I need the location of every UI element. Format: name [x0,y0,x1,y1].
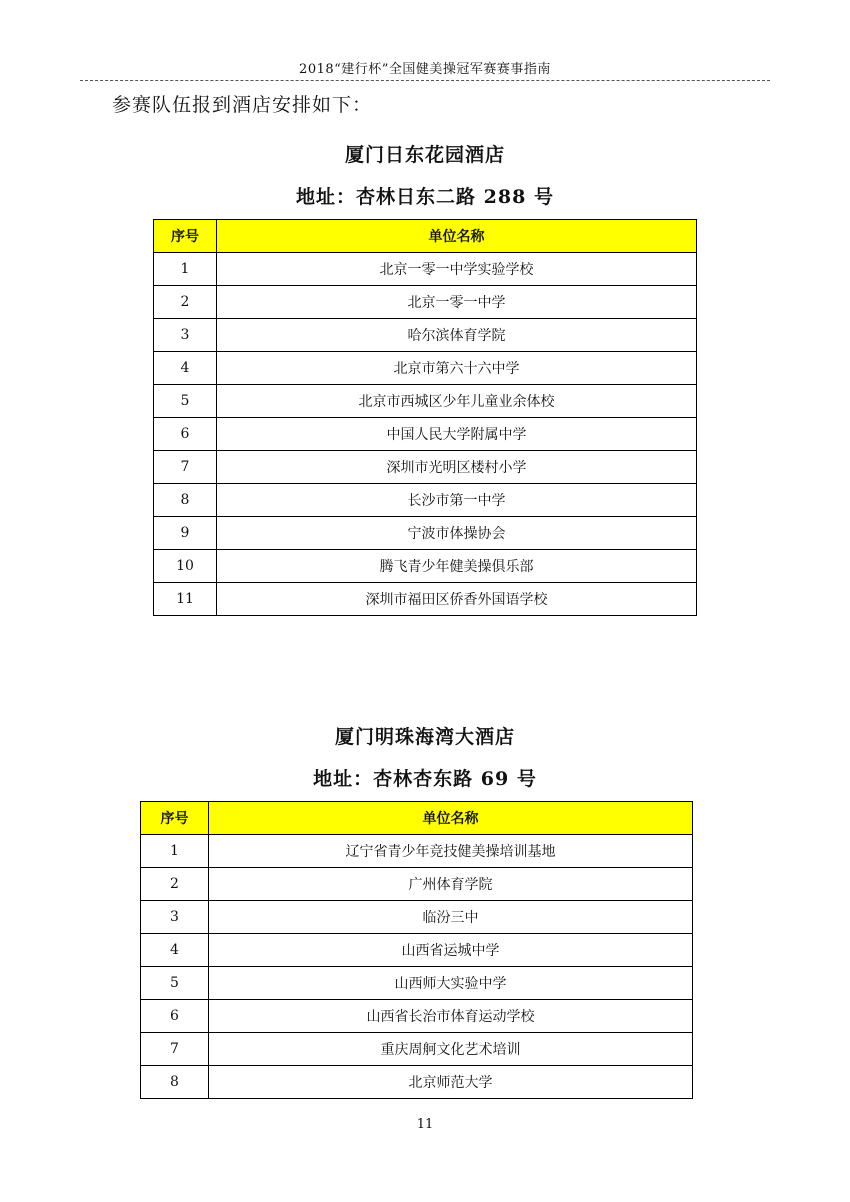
row-number-cell: 5 [154,385,217,418]
table-row [141,1033,693,1066]
unit-name-cell: 北京一零一中学实验学校 [217,253,697,286]
unit-name-cell: 山西省长治市体育运动学校 [209,1000,693,1033]
unit-name-cell: 临汾三中 [209,901,693,934]
unit-name-cell: 深圳市光明区楼村小学 [217,451,697,484]
table-row [154,352,697,385]
row-number-cell: 2 [154,286,217,319]
column-header-unit: 单位名称 [209,802,693,835]
column-header-number: 序号 [141,802,209,835]
table-header-row [141,802,693,835]
table-row [141,967,693,1000]
unit-name-cell: 北京市第六十六中学 [217,352,697,385]
page-number: 11 [416,1117,434,1132]
team-table [153,219,697,616]
column-header-unit: 单位名称 [217,220,697,253]
unit-name-cell: 重庆周舸文化艺术培训 [209,1033,693,1066]
table-row [141,835,693,868]
unit-name-cell: 广州体育学院 [209,868,693,901]
hotel-address: 地址：杏林杏东路 69 号 [313,768,537,790]
table-row [141,901,693,934]
column-header-number: 序号 [154,220,217,253]
table-row [154,550,697,583]
unit-name-cell: 腾飞青少年健美操俱乐部 [217,550,697,583]
hotel-name: 厦门日东花园酒店 [344,144,505,166]
row-number-cell: 6 [141,1000,209,1033]
table-row [154,385,697,418]
row-number-cell: 6 [154,418,217,451]
unit-name-cell: 辽宁省青少年竞技健美操培训基地 [209,835,693,868]
header-divider [80,80,770,81]
unit-name-cell: 深圳市福田区侨香外国语学校 [217,583,697,616]
row-number-cell: 1 [141,835,209,868]
row-number-cell: 8 [154,484,217,517]
row-number-cell: 7 [154,451,217,484]
table-row [141,934,693,967]
row-number-cell: 3 [141,901,209,934]
table-row [141,1066,693,1099]
table-row [154,451,697,484]
intro-text: 参赛队伍报到酒店安排如下： [112,94,373,116]
table-row [154,583,697,616]
row-number-cell: 10 [154,550,217,583]
row-number-cell: 1 [154,253,217,286]
hotel-name: 厦门明珠海湾大酒店 [334,726,515,748]
team-table [140,801,693,1099]
row-number-cell: 9 [154,517,217,550]
table-row [154,286,697,319]
table-header-row [154,220,697,253]
page-header: 2018“建行杯”全国健美操冠军赛赛事指南 [299,62,551,77]
unit-name-cell: 北京师范大学 [209,1066,693,1099]
unit-name-cell: 哈尔滨体育学院 [217,319,697,352]
row-number-cell: 2 [141,868,209,901]
table-row [154,484,697,517]
unit-name-cell: 山西省运城中学 [209,934,693,967]
table-row [154,418,697,451]
unit-name-cell: 北京市西城区少年儿童业余体校 [217,385,697,418]
hotel-address: 地址：杏林日东二路 288 号 [296,186,554,208]
unit-name-cell: 长沙市第一中学 [217,484,697,517]
unit-name-cell: 山西师大实验中学 [209,967,693,1000]
row-number-cell: 7 [141,1033,209,1066]
unit-name-cell: 宁波市体操协会 [217,517,697,550]
table-row [154,253,697,286]
row-number-cell: 8 [141,1066,209,1099]
row-number-cell: 4 [141,934,209,967]
table-row [154,517,697,550]
row-number-cell: 3 [154,319,217,352]
table-row [154,319,697,352]
table-row [141,1000,693,1033]
row-number-cell: 5 [141,967,209,1000]
table-row [141,868,693,901]
row-number-cell: 11 [154,583,217,616]
unit-name-cell: 北京一零一中学 [217,286,697,319]
unit-name-cell: 中国人民大学附属中学 [217,418,697,451]
row-number-cell: 4 [154,352,217,385]
